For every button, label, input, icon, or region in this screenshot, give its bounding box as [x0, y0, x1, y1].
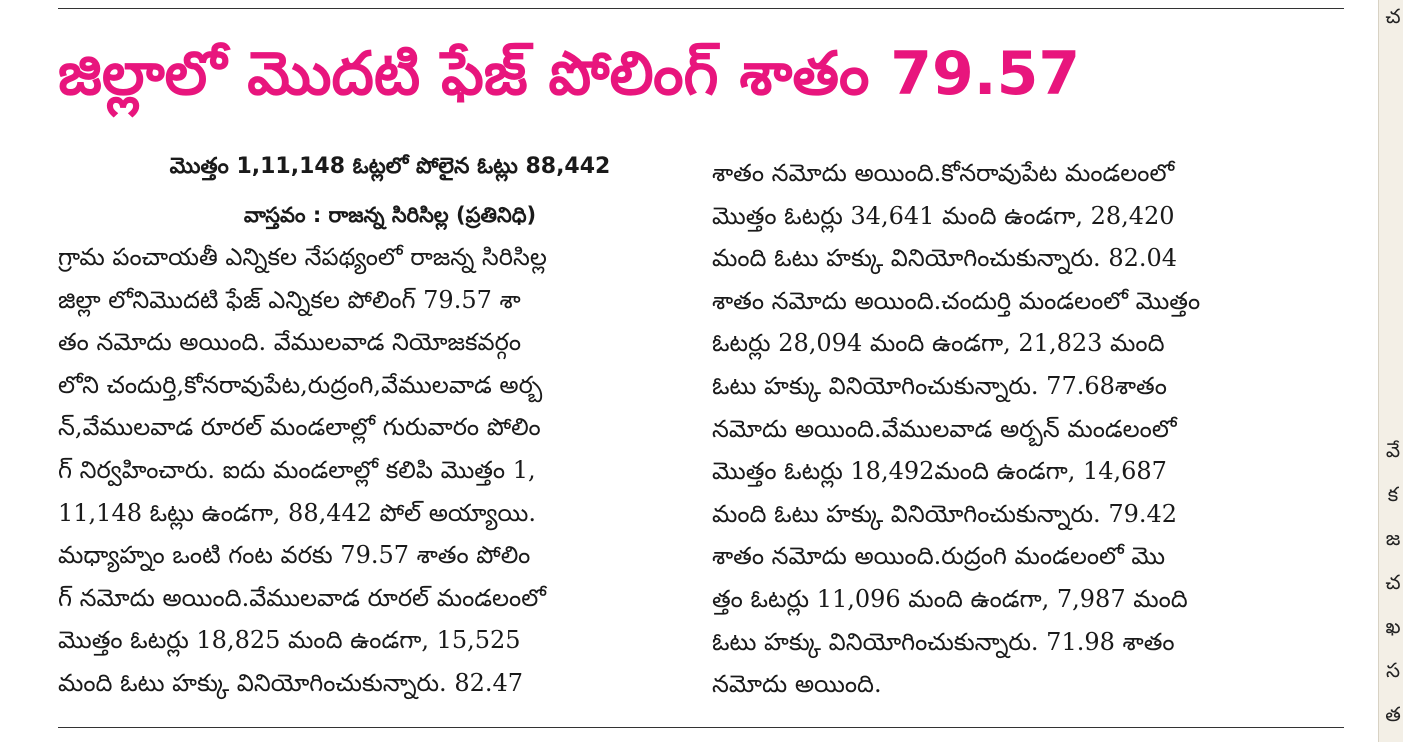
- text-line: 11,148 ఓట్లు ఉండగా, 88,442 పోల్ అయ్యాయి.: [58, 498, 536, 527]
- strip-glyph: స: [1385, 658, 1401, 682]
- text-line: మొత్తం ఓటర్లు 34,641 మంది ఉండగా, 28,420: [712, 201, 1175, 230]
- strip-glyph: త: [1385, 702, 1401, 726]
- text-line: శాతం నమోదు అయింది.చందుర్తి మండలంలో మొత్తం: [712, 286, 1201, 315]
- strip-glyph: వే: [1385, 438, 1401, 462]
- headline: జిల్లాలో మొదటి ఫేజ్ పోలింగ్ శాతం 79.57: [58, 39, 1081, 109]
- text-line: నమోదు అయింది.: [712, 670, 882, 699]
- text-line: జిల్లా లోనిమొదటి ఫేజ్ ఎన్నికల పోలింగ్ 79.57 శా: [58, 285, 521, 314]
- text-line: గ్ నిర్వహించారు. ఐదు మండలాల్లో కలిపి మొత్తం 1,: [58, 455, 536, 484]
- text-line: లోని చందుర్తి,కోనరావుపేట,రుద్రంగి,వేములవాడ అర్బ: [58, 370, 543, 399]
- text-line: గ్రామ పంచాయతీ ఎన్నికల నేపథ్యంలో రాజన్న సిరిసిల్ల: [58, 243, 547, 271]
- strip-glyph: చ: [1385, 570, 1401, 594]
- text-line: మొత్తం ఓటర్లు 18,825 మంది ఉండగా, 15,525: [58, 626, 521, 655]
- text-line: మధ్యాహ్నం ఒంటి గంట వరకు 79.57 శాతం పోలిం: [58, 541, 531, 570]
- text-line: ఓటర్లు 28,094 మంది ఉండగా, 21,823 మంది: [712, 329, 1165, 358]
- article-column-left: [58, 236, 690, 705]
- top-rule: [58, 8, 1344, 9]
- text-line: మొత్తం ఓటర్లు 18,492మంది ఉండగా, 14,687: [712, 457, 1167, 486]
- text-line: మంది ఓటు హక్కు వినియోగించుకున్నారు. 79.42: [712, 499, 1178, 528]
- adjacent-column-strip: [1378, 0, 1403, 742]
- text-line: తం నమోదు అయింది. వేములవాడ నియోజకవర్గం: [58, 328, 521, 357]
- text-line: ఓటు హక్కు వినియోగించుకున్నారు. 71.98 శాతం: [712, 627, 1175, 656]
- text-line: నమోదు అయింది.వేములవాడ అర్బన్ మండలంలో: [712, 414, 1177, 443]
- text-line: ఓటు హక్కు వినియోగించుకున్నారు. 77.68శాతం: [712, 371, 1167, 400]
- bottom-rule: [58, 727, 1344, 728]
- text-line: గ్ నమోదు అయింది.వేములవాడ రూరల్ మండలంలో: [58, 583, 546, 612]
- strip-glyph: చ: [1385, 4, 1401, 28]
- text-line: శాతం నమోదు అయింది.కోనరావుపేట మండలంలో: [712, 159, 1175, 187]
- subheading-vote-totals: మొత్తం 1,11,148 ఓట్లలో పోలైన ఓట్లు 88,442: [169, 154, 611, 179]
- strip-glyph: క: [1387, 482, 1399, 506]
- text-line: మంది ఓటు హక్కు వినియోగించుకున్నారు. 82.47: [58, 668, 524, 697]
- text-line: మంది ఓటు హక్కు వినియోగించుకున్నారు. 82.04: [712, 244, 1178, 273]
- strip-glyph: ఖ: [1385, 614, 1401, 638]
- subheading-dateline: వాస్తవం : రాజన్న సిరిసిల్ల (ప్రతినిధి): [243, 203, 537, 227]
- text-line: న్,వేములవాడ రూరల్ మండలాల్లో గురువారం పోలిం: [58, 413, 541, 442]
- text-line: శాతం నమోదు అయింది.రుద్రంగి మండలంలో మొ: [712, 542, 1166, 571]
- strip-glyph: జ: [1385, 526, 1401, 550]
- article-column-right: [712, 152, 1344, 706]
- text-line: త్తం ఓటర్లు 11,096 మంది ఉండగా, 7,987 మంది: [712, 584, 1188, 613]
